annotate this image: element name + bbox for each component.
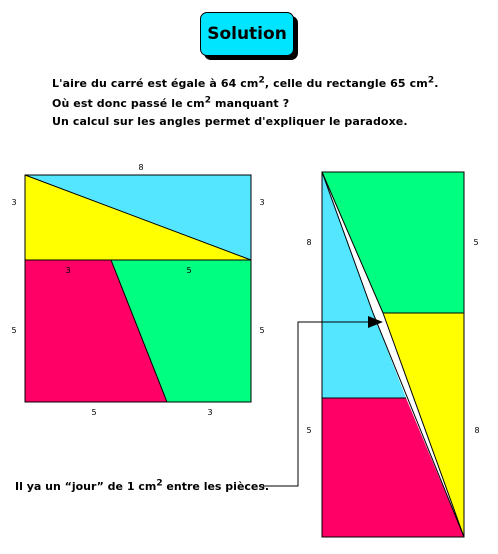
rectangle-label-left-top: 8 (306, 238, 312, 247)
gap-note-exponent: 2 (156, 478, 163, 489)
intro-line-2-part-b: manquant ? (211, 97, 290, 110)
square-label-top: 8 (138, 163, 144, 172)
rectangle-label-right-bottom: 8 (474, 426, 480, 435)
square-label-left-top: 3 (11, 198, 17, 207)
rectangle-label-left-bottom: 5 (306, 426, 312, 435)
intro-line-3: Un calcul sur les angles permet d'expliquer le paradoxe. (52, 115, 408, 128)
square-label-bottom-right: 3 (207, 408, 213, 417)
intro-line-1-part-c: . (434, 77, 439, 90)
square-label-left-bottom: 5 (11, 326, 17, 335)
square-label-right-bottom: 5 (259, 326, 265, 335)
square-figure (11, 163, 264, 417)
rectangle-figure (306, 172, 479, 537)
square-label-bottom-left: 5 (91, 408, 97, 417)
gap-note (15, 480, 269, 493)
square-label-inner-left: 3 (65, 266, 71, 275)
rectangle-label-right-top: 5 (473, 238, 479, 247)
square-label-inner-right: 5 (186, 266, 192, 275)
gap-note-part-a: Il ya un “jour” de 1 cm (15, 480, 157, 493)
square-label-right-top: 3 (259, 198, 265, 207)
intro-line-1-part-b: , celle du rectangle 65 cm (264, 77, 428, 90)
intro-line-1-exponent-b: 2 (427, 75, 435, 86)
intro-line-1-part-a: L'aire du carré est égale à 64 cm (52, 77, 259, 90)
intro-line-2-exponent: 2 (204, 95, 212, 106)
intro-line-1-exponent-a: 2 (258, 75, 265, 86)
page-title: Solution (207, 24, 287, 44)
intro-line-2-part-a: Où est donc passé le cm (52, 97, 205, 110)
gap-note-part-b: entre les pièces. (162, 480, 270, 493)
